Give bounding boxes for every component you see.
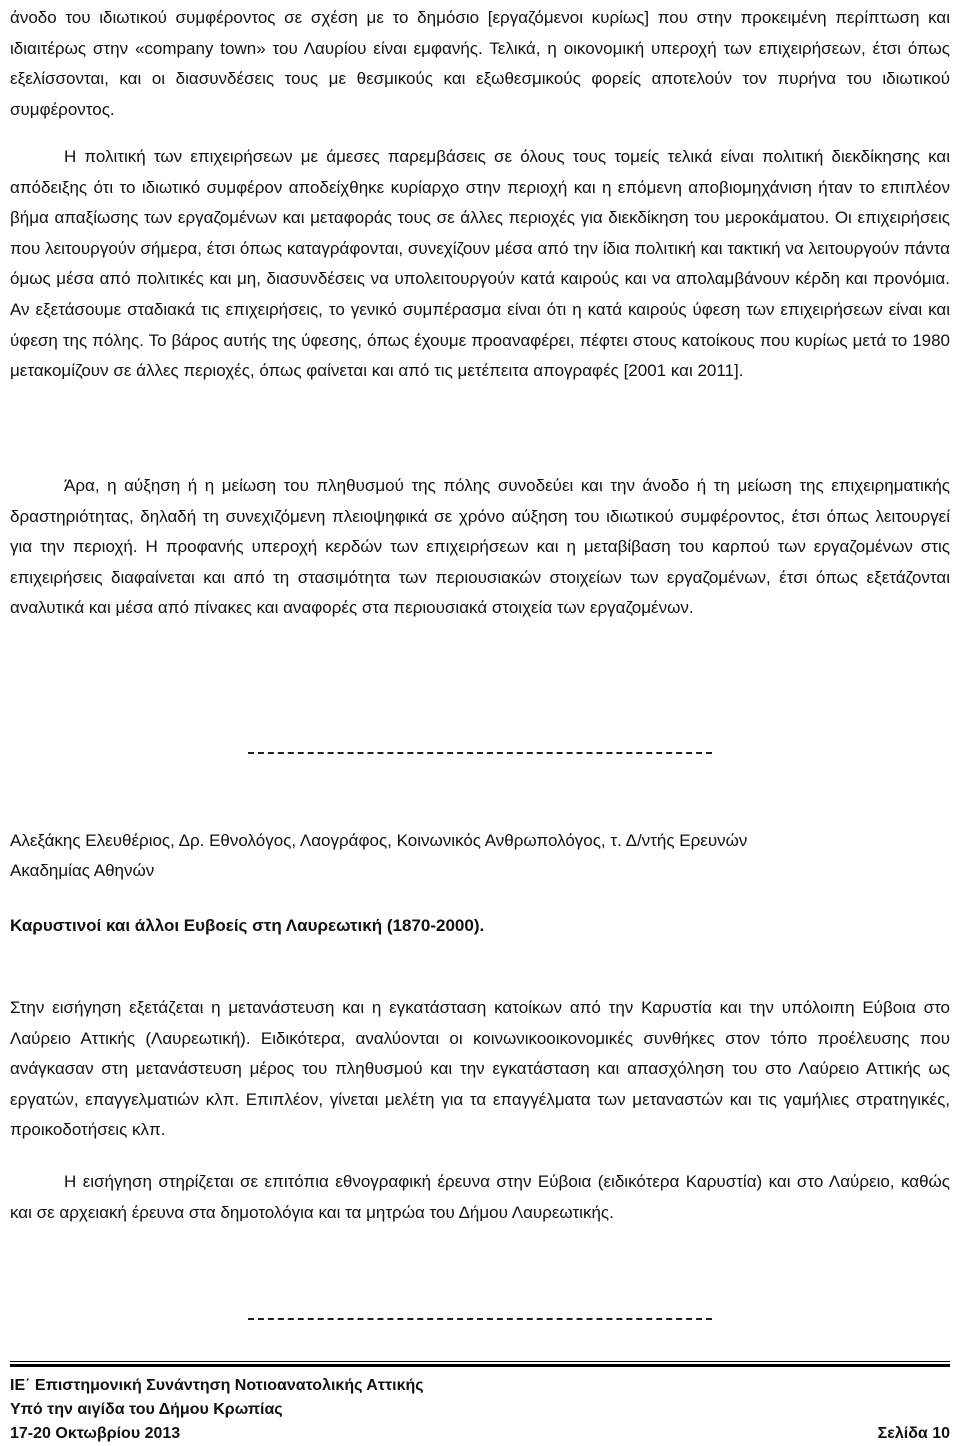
footer-dates: 17-20 Οκτωβρίου 2013: [10, 1425, 181, 1442]
footer-conference: ΙΕ΄ Επιστημονική Συνάντηση Νοτιοανατολικής Αττικής: [10, 1377, 424, 1394]
abstract-paragraph-2: Η εισήγηση στηρίζεται σε επιτόπια εθνογραφική έρευνα στην Εύβοια (ειδικότερα Καρυστία) και στο Λαύρειο, καθώς και σε αρχειακή έρευνα στα δημοτολόγια και τα μητρώα του Δήμου Λαυρεωτικής.: [10, 1172, 950, 1222]
abstract-paragraph-1: Στην εισήγηση εξετάζεται η μετανάστευση και η εγκατάσταση κατοίκων από την Καρυστία και την υπόλοιπη Εύβοια στο Λαύρειο Αττικής (Λαυρεωτική). Ειδικότερα, αναλύονται οι κοινωνικοοικονομικές συνθήκες στον τόπο προέλευσης που ανάγκασαν στη μετανάστευση μέρος του πληθυσμού και την εγκατάσταση και απασχόληση του στο Λαύρειο Αττικής ως εργατών, επαγγελματιών κλπ. Επιπλέον, γίνεται μελέτη για τα επαγγέλματα των μεταναστών και τις γαμήλιες στρατηγικές, προικοδοτήσεις κλπ.: [10, 998, 950, 1140]
author-line-1: Αλεξάκης Ελευθέριος, Δρ. Εθνολόγος, Λαογράφος, Κοινωνικός Ανθρωπολόγος, τ. Δ/ντής Ερευνών: [10, 831, 748, 850]
page-number: Σελίδα 10: [877, 1425, 950, 1442]
footer-rule: [10, 1361, 950, 1362]
paragraph-business-policy: Η πολιτική των επιχειρήσεων με άμεσες παρεμβάσεις σε όλους τους τομείς τελικά είναι πολιτική διεκδίκησης και απόδειξης ότι το ιδιωτικό συμφέρον αποδείχθηκε κυρίαρχο στην περιοχή και η επόμενη αποβιομηχάνιση ήταν το επιπλέον βήμα απαξίωσης των εργαζομένων και μεταφοράς τους σε άλλες περιοχές για διεκδίκηση του μεροκάματου. Οι επιχειρήσεις που λειτουργούν σήμερα, έτσι όπως καταγράφονται, συνεχίζουν μέσα από την ίδια πολιτική και τακτική να λειτουργούν πάντα όμως μέσα από πολιτικές και μη, διασυνδέσεις να υπολειτουργούν κατά καιρούς και να απολαμβάνουν κέρδη και προνόμια. Αν εξετάσουμε σταδιακά τις επιχειρήσεις, το γενικό συμπέρασμα είναι ότι η κατά καιρούς ύφεση των επιχειρήσεων είναι και ύφεση της πόλης. Το βάρος αυτής της ύφεσης, όπως έχουμε προαναφέρει, πέφτει στους κατοίκους που κυρίως μετά το 1980 μετακομίζουν σε άλλες περιοχές, όπως φαίνεται και από τις μετέπειτα απογραφές [2001 και 2011].: [10, 147, 950, 381]
separator-line: [248, 1318, 712, 1320]
separator-line: [248, 752, 712, 754]
footer-dates-row: [10, 1423, 950, 1445]
paragraph-private-interest: άνοδο του ιδιωτικού συμφέροντος σε σχέση με το δημόσιο [εργαζόμενοι κυρίως] που στην προκειμένη περίπτωση και ιδιαιτέρως στην «company town» του Λαυρίου είναι εμφανής. Τελικά, η οικονομική υπεροχή των επιχειρήσεων, έτσι όπως εξελίσσονται, και οι διασυνδέσεις τους με θεσμικούς και εξωθεσμικούς φορείς αποτελούν τον πυρήνα του ιδιωτικού συμφέροντος.: [10, 8, 950, 119]
author-affiliation: [10, 826, 950, 886]
footer-rule: [10, 1364, 950, 1367]
talk-title: Καρυστινοί και άλλοι Ευβοείς στη Λαυρεωτική (1870-2000).: [10, 916, 485, 935]
paragraph-population: Άρα, η αύξηση ή η μείωση του πληθυσμού της πόλης συνοδεύει και την άνοδο ή τη μείωση της επιχειρηματικής δραστηριότητας, δηλαδή τη συνεχιζόμενη πλειοψηφικά σε χρόνο αύξηση του ιδιωτικού συμφέροντος, έτσι όπως λειτουργεί για την περιοχή. Η προφανής υπεροχή κερδών των επιχειρήσεων και η μεταβίβαση του καρπού των εργαζομένων στις επιχειρήσεις διαφαίνεται και από τη στασιμότητα των περιουσιακών στοιχείων των εργαζομένων, έτσι όπως εξετάζονται αναλυτικά και μέσα από πίνακες και αναφορές στα περιουσιακά στοιχεία των εργαζομένων.: [10, 476, 950, 618]
author-line-2: Ακαδημίας Αθηνών: [10, 861, 155, 880]
footer-auspices: Υπό την αιγίδα του Δήμου Κρωπίας: [10, 1401, 283, 1418]
